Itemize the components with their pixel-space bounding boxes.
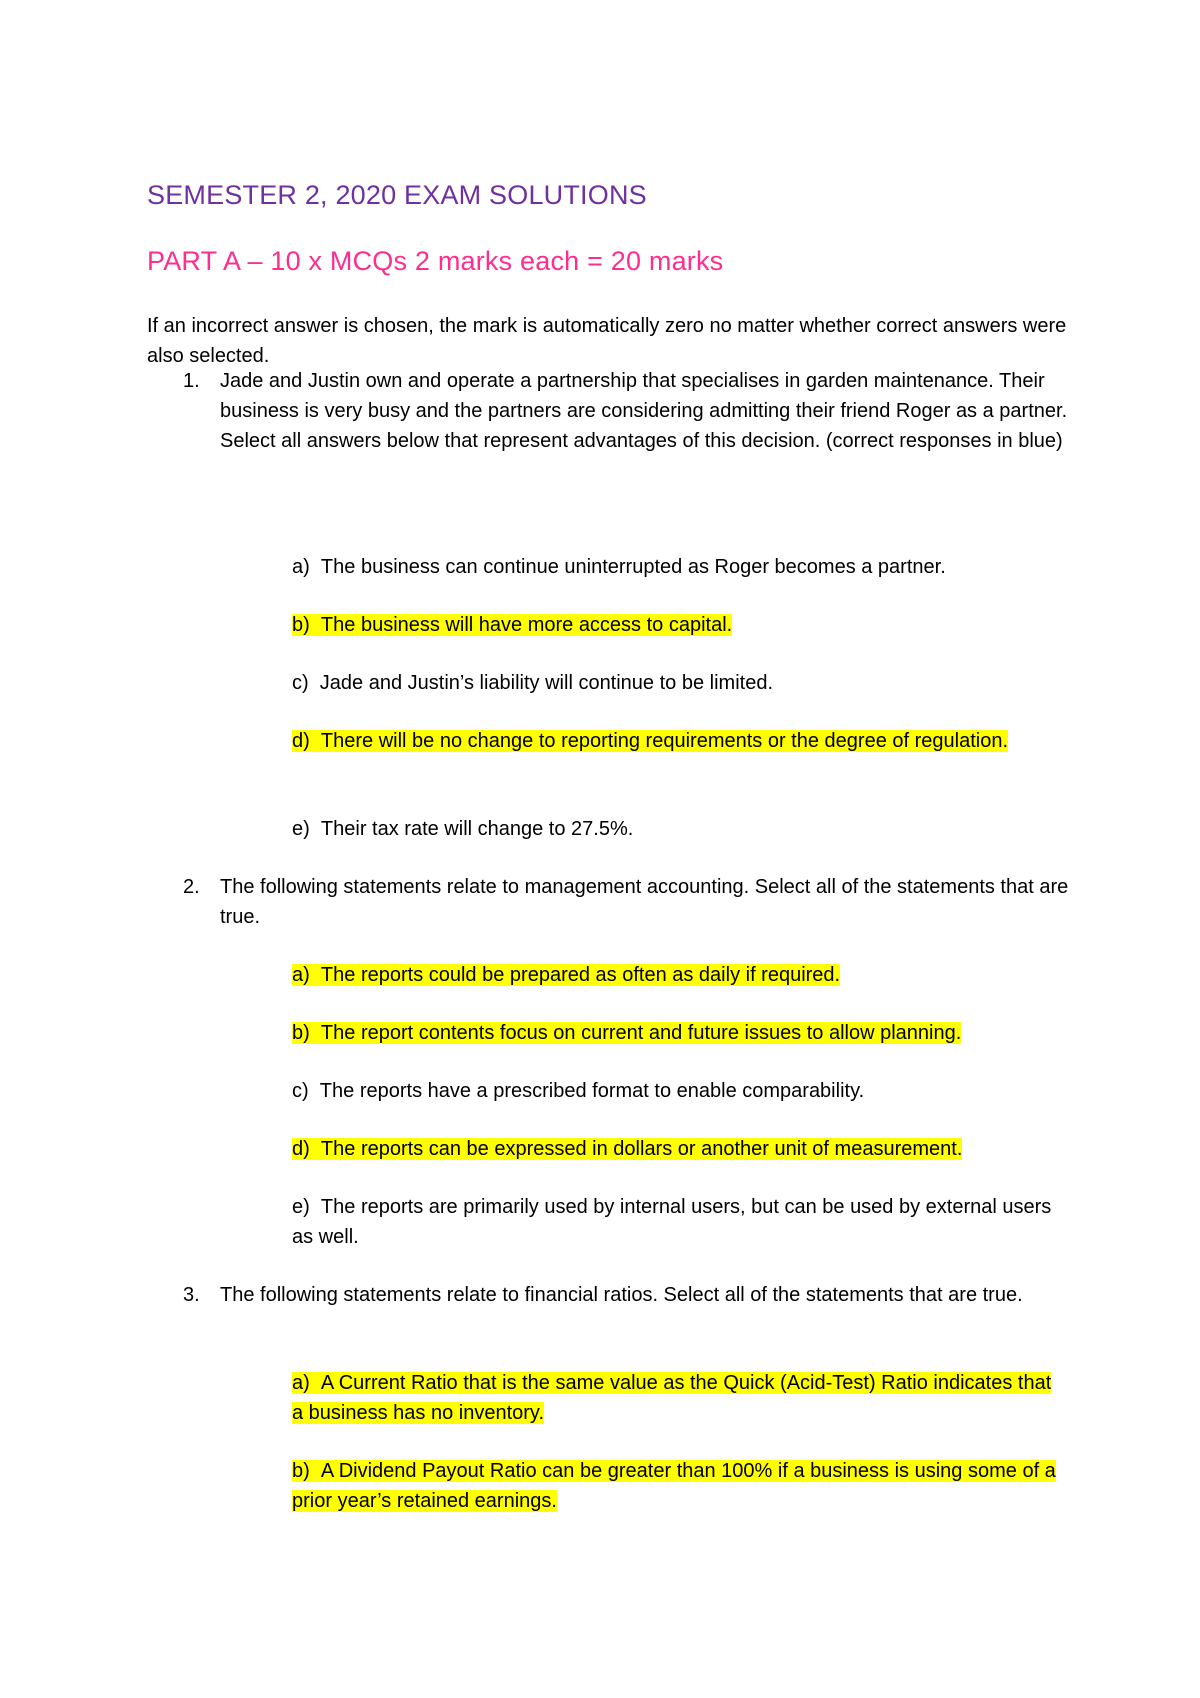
question-text: The following statements relate to financial ratios. Select all of the statements that are true. [220,1284,1023,1306]
option-text: The business can continue uninterrupted as Roger becomes a partner. [320,556,946,578]
option-letter: c) [292,672,309,694]
q2-option-b [292,1018,1062,1048]
question-3 [183,1280,1073,1310]
q1-option-a [292,552,1062,582]
q2-option-e [292,1192,1062,1252]
q3-option-a [292,1368,1062,1428]
option-letter: b) [292,614,310,636]
question-text: Jade and Justin own and operate a partnership that specialises in garden maintenance. Their business is very busy and the partners are considering admitting their friend Roger as a partner. Select all answers below that represent advantages of this decision. (correct responses in blue) [220,370,1068,452]
option-letter: e) [292,818,310,840]
question-number: 1. [183,370,200,392]
option-text: The business will have more access to capital. [320,614,733,636]
q3-option-b [292,1456,1062,1516]
q2-option-d [292,1134,1062,1164]
q1-option-d [292,726,1062,756]
option-letter: b) [292,1460,310,1482]
option-text: There will be no change to reporting requirements or the degree of regulation. [320,730,1009,752]
option-text: The reports have a prescribed format to enable comparability. [319,1080,865,1102]
option-text: The reports are primarily used by internal users, but can be used by external users as well. [292,1196,1052,1248]
option-letter: a) [292,1372,310,1394]
option-letter: e) [292,1196,310,1218]
question-1 [183,366,1073,456]
question-number: 2. [183,876,200,898]
option-letter: d) [292,1138,310,1160]
question-text: The following statements relate to management accounting. Select all of the statements that are true. [220,876,1069,928]
option-letter: c) [292,1080,309,1102]
question-number: 3. [183,1284,200,1306]
part-heading: PART A – 10 x MCQs 2 marks each = 20 marks [147,246,724,276]
option-text: The report contents focus on current and future issues to allow planning. [320,1022,962,1044]
option-letter: d) [292,730,310,752]
q2-option-c [292,1076,1062,1106]
q1-option-c [292,668,1062,698]
document-title: SEMESTER 2, 2020 EXAM SOLUTIONS [147,180,647,210]
option-letter: a) [292,556,310,578]
question-2 [183,872,1073,932]
option-text: A Current Ratio that is the same value as the Quick (Acid-Test) Ratio indicates that a business has no inventory. [292,1372,1052,1424]
q1-option-e [292,814,1062,844]
option-text: A Dividend Payout Ratio can be greater than 100% if a business is using some of a prior year’s retained earnings. [292,1460,1056,1512]
option-text: The reports could be prepared as often as daily if required. [320,964,841,986]
option-letter: a) [292,964,310,986]
q1-option-b [292,610,1062,640]
option-text: Jade and Justin’s liability will continue to be limited. [319,672,773,694]
option-text: The reports can be expressed in dollars or another unit of measurement. [320,1138,963,1160]
intro-paragraph: If an incorrect answer is chosen, the mark is automatically zero no matter whether correct answers were also selected. [147,315,1067,367]
q2-option-a [292,960,1062,990]
option-letter: b) [292,1022,310,1044]
option-text: Their tax rate will change to 27.5%. [320,818,634,840]
